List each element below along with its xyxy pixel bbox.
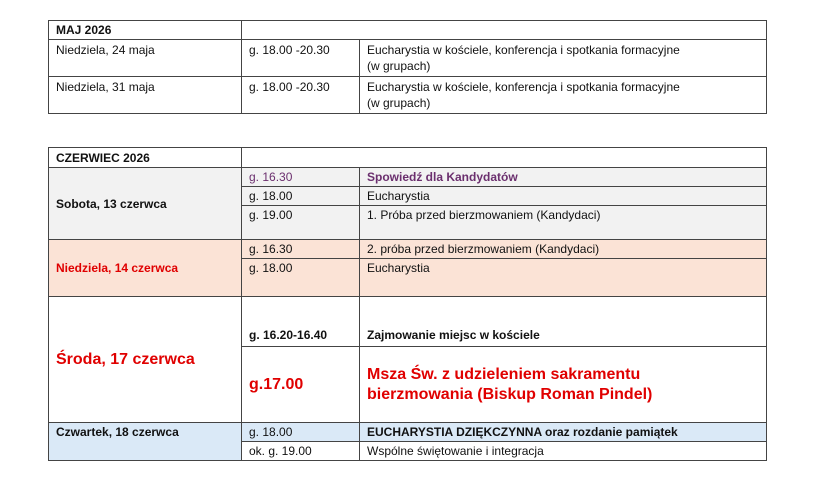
time-cell: g. 18.00 -20.30 [242, 40, 360, 77]
time-cell: g.17.00 [242, 347, 360, 423]
time-cell: g. 18.00 -20.30 [242, 77, 360, 114]
time-cell: g. 18.00 [242, 187, 360, 206]
event-cell: Spowiedź dla Kandydatów [360, 168, 767, 187]
event-cell: Zajmowanie miejsc w kościele [360, 297, 767, 347]
event-cell: EUCHARYSTIA DZIĘKCZYNNA oraz rozdanie pamiątek [360, 423, 767, 442]
event-cell: Wspólne świętowanie i integracja [360, 442, 767, 461]
event-cell: 1. Próba przed bierzmowaniem (Kandydaci) [360, 206, 767, 240]
time-cell: g. 18.00 [242, 259, 360, 297]
header-empty-cell [242, 148, 767, 168]
june-schedule-table [48, 147, 767, 461]
event-cell [360, 40, 767, 77]
time-cell: g. 16.30 [242, 240, 360, 259]
event-line: (w grupach) [367, 96, 431, 110]
day-cell: Czwartek, 18 czerwca [49, 423, 242, 461]
event-line: Eucharystia w kościele, konferencja i spotkania formacyjne [367, 43, 680, 57]
event-cell [360, 77, 767, 114]
table-row [49, 21, 767, 40]
time-cell: g. 18.00 [242, 423, 360, 442]
event-line: (w grupach) [367, 59, 431, 73]
event-cell [360, 347, 767, 423]
time-cell: g. 16.20-16.40 [242, 297, 360, 347]
table-row [49, 148, 767, 168]
table-row [49, 297, 767, 347]
event-cell: 2. próba przed bierzmowaniem (Kandydaci) [360, 240, 767, 259]
day-cell: Sobota, 13 czerwca [49, 168, 242, 240]
time-cell: g. 16.30 [242, 168, 360, 187]
time-cell: g. 19.00 [242, 206, 360, 240]
event-line: Eucharystia w kościele, konferencja i spotkania formacyjne [367, 80, 680, 94]
may-schedule-table [48, 20, 767, 114]
event-line: Msza Św. z udzieleniem sakramentu [367, 365, 641, 383]
table-row [49, 40, 767, 77]
table-row [49, 77, 767, 114]
table-row [49, 240, 767, 259]
time-cell: ok. g. 19.00 [242, 442, 360, 461]
event-line: bierzmowania (Biskup Roman Pindel) [367, 385, 653, 403]
event-cell: Eucharystia [360, 259, 767, 297]
month-header: MAJ 2026 [49, 21, 242, 40]
header-empty-cell [242, 21, 767, 40]
table-row [49, 423, 767, 442]
event-cell: Eucharystia [360, 187, 767, 206]
day-cell: Niedziela, 14 czerwca [49, 240, 242, 297]
table-row [49, 168, 767, 187]
day-cell: Niedziela, 31 maja [49, 77, 242, 114]
day-cell: Niedziela, 24 maja [49, 40, 242, 77]
day-cell: Środa, 17 czerwca [49, 297, 242, 423]
month-header: CZERWIEC 2026 [49, 148, 242, 168]
